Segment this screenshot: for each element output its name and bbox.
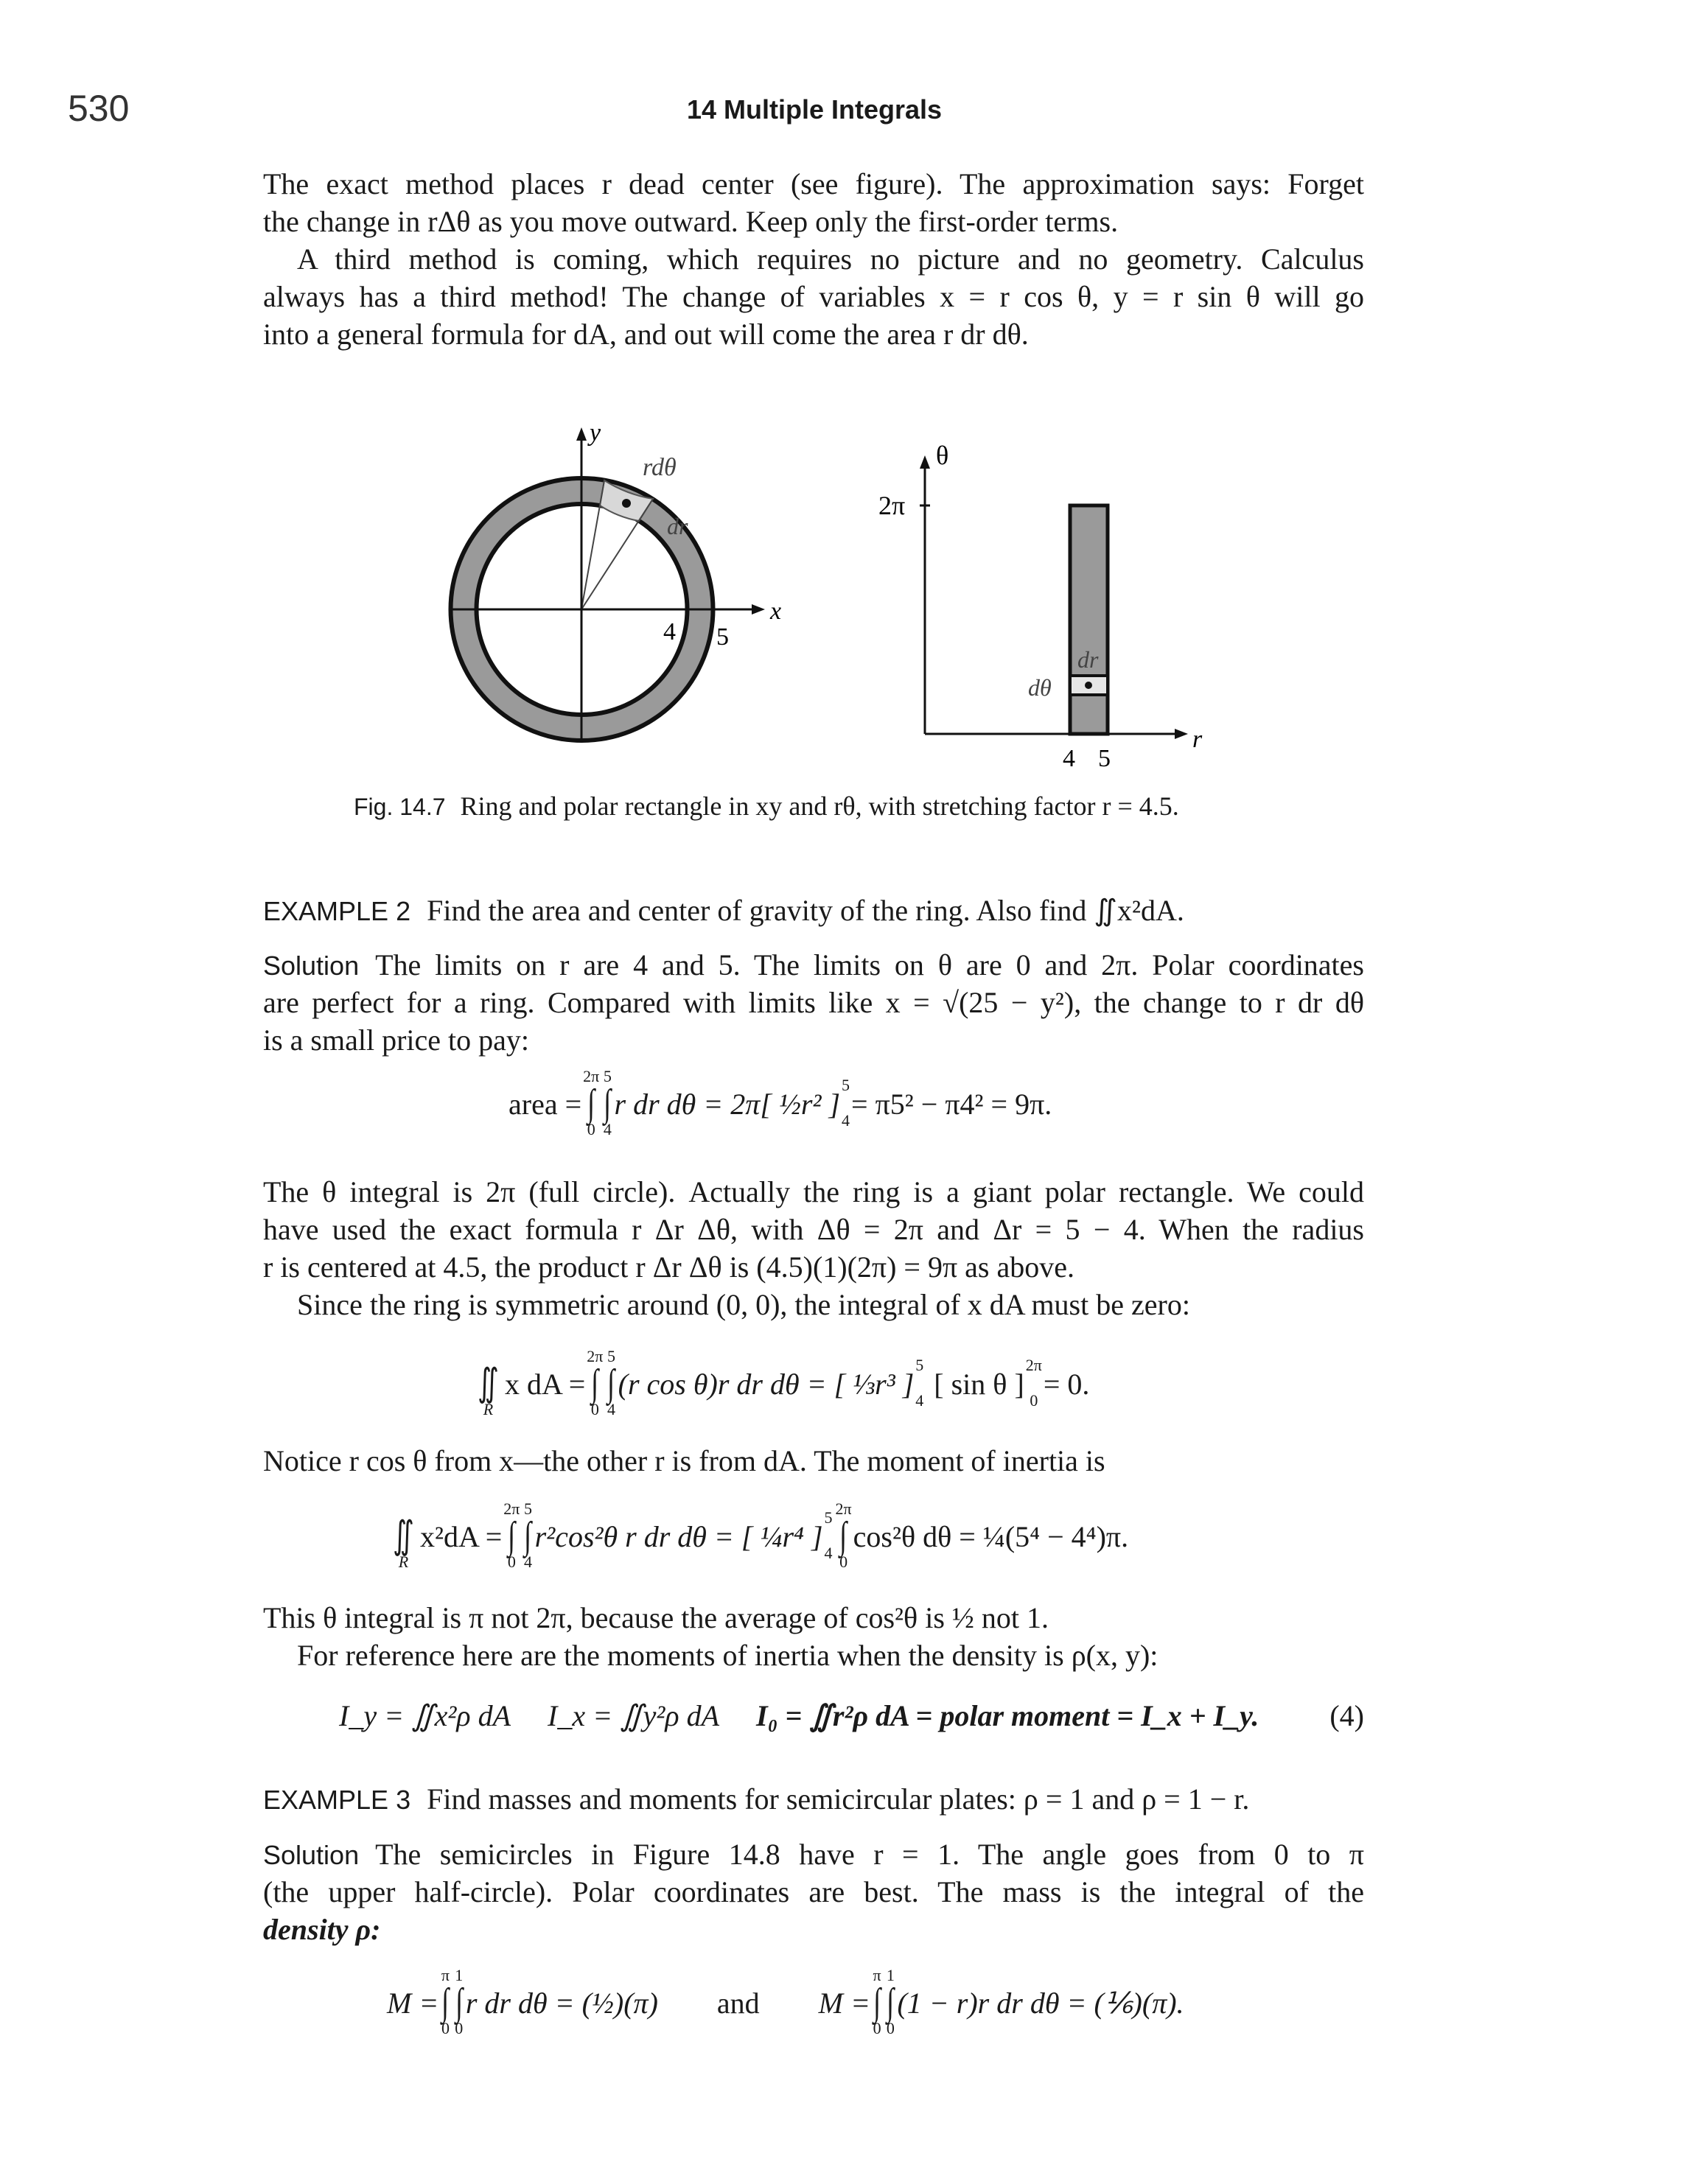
text-line: is a small price to pay:	[263, 1023, 530, 1057]
eq-text: (r cos θ)r dr dθ = [ ⅓r³ ]	[618, 1367, 915, 1401]
equation-4	[339, 1698, 1364, 1733]
center-dot	[1085, 682, 1092, 689]
text-line: Notice r cos θ from x—the other r is from dA. The moment of inertia is	[263, 1444, 1105, 1477]
text-line: are perfect for a ring. Compared with limits like x = √(25 − y²), the change to r dr dθ	[263, 986, 1364, 1019]
bracket-limits: 5 4	[824, 1508, 833, 1562]
solution-2	[263, 946, 1364, 1059]
tick-label-5: 5	[716, 623, 729, 651]
x-moment-equation	[472, 1348, 1089, 1419]
tick-label-4: 4	[1063, 745, 1075, 772]
eq-text: I₀ = ∬r²ρ dA = polar moment = I_x + I_y.	[756, 1699, 1259, 1732]
example-2	[263, 892, 1364, 930]
ring-diagram	[450, 419, 781, 743]
eq-text: area =	[508, 1087, 582, 1121]
text-line: have used the exact formula r Δr Δθ, with Δθ = 2π and Δr = 5 − 4. When the radius	[263, 1213, 1364, 1246]
eq-text: x dA =	[505, 1367, 586, 1401]
solution-label: Solution	[263, 1840, 360, 1870]
integral-sign: 2π ∫ 0	[587, 1347, 604, 1418]
figure-caption	[354, 791, 1179, 822]
caption-text: Ring and polar rectangle in xy and rθ, with stretching factor r = 4.5.	[460, 791, 1179, 821]
integral-sign: 2π ∫ 0	[835, 1499, 852, 1571]
text-line: The exact method places r dead center (see figure). The approximation says: Forget	[263, 167, 1364, 200]
theta-label: θ	[936, 441, 949, 470]
eq-text: [ sin θ ]	[934, 1367, 1024, 1401]
paragraph-6	[263, 1599, 1364, 1674]
solution-3	[263, 1835, 1364, 1948]
bracket-limits: 2π 0	[1025, 1356, 1042, 1410]
integral-sign: 2π ∫ 0	[503, 1499, 520, 1571]
inertia-equation	[387, 1501, 1128, 1572]
text-line: the change in rΔθ as you move outward. Keep only the first-order terms.	[263, 205, 1119, 238]
text-line: Since the ring is symmetric around (0, 0), the integral of x dA must be zero:	[297, 1288, 1190, 1321]
eq-text: I_x = ∬y²ρ dA	[548, 1699, 720, 1732]
figure-14-7	[0, 0, 1695, 788]
equation-number: (4)	[1329, 1699, 1364, 1732]
x-label: x	[770, 598, 782, 625]
text-line: into a general formula for dA, and out will come the area r dr dθ.	[263, 318, 1029, 351]
eq-text: r dr dθ = 2π[ ½r² ]	[614, 1087, 841, 1121]
integral-sign: 5 ∫ 4	[607, 1347, 616, 1418]
integral-sign: 5 ∫ 4	[603, 1067, 612, 1138]
example-3	[263, 1780, 1364, 1819]
arrow-icon	[576, 427, 587, 441]
eq-text: r²cos²θ r dr dθ = [ ¼r⁴ ]	[534, 1519, 823, 1553]
bracket-limits: 5 4	[842, 1076, 850, 1130]
tick-label-5: 5	[1098, 745, 1111, 772]
example-text: Find the area and center of gravity of the ring. Also find ∬x²dA.	[427, 894, 1184, 927]
eq-text: cos²θ dθ = ¼(5⁴ − 4⁴)π.	[853, 1519, 1129, 1553]
solution-label: Solution	[263, 951, 360, 981]
integral-sign: 1 ∫ 0	[455, 1966, 464, 2037]
eq-text: I_y = ∬x²ρ dA	[339, 1699, 511, 1732]
twopi-label: 2π	[878, 491, 906, 520]
ray	[581, 499, 653, 609]
text-line: The semicircles in Figure 14.8 have r = 1. The angle goes from 0 to π	[375, 1838, 1364, 1871]
example-label: EXAMPLE 3	[263, 1785, 411, 1815]
caption-label: Fig. 14.7	[354, 794, 446, 820]
eq-text: = π5² − π4² = 9π.	[851, 1087, 1052, 1121]
y-label: y	[590, 419, 601, 447]
arrow-icon	[1175, 729, 1188, 739]
text-line: For reference here are the moments of inertia when the density is ρ(x, y):	[297, 1639, 1158, 1672]
mass-equations	[387, 1967, 1184, 2038]
text-line: This θ integral is π not 2π, because the average of cos²θ is ½ not 1.	[263, 1601, 1049, 1634]
text-line: (the upper half-circle). Polar coordinates are best. The mass is the integral of the	[263, 1875, 1364, 1908]
eq-text: M =	[818, 1986, 870, 2020]
integral-sign: 1 ∫ 0	[886, 1966, 895, 2037]
center-dot	[622, 499, 631, 508]
chapter-header: 14 Multiple Integrals	[686, 94, 943, 125]
text-line: density ρ:	[263, 1913, 381, 1946]
arrow-icon	[752, 604, 765, 615]
eq-text: and	[716, 1986, 760, 2020]
integral-sign: π ∫ 0	[441, 1966, 450, 2037]
page-number: 530	[68, 88, 130, 129]
eq-text: r dr dθ = (½)(π)	[465, 1986, 658, 2020]
text-line: The limits on r are 4 and 5. The limits on θ are 0 and 2π. Polar coordinates	[375, 948, 1364, 981]
integral-sign: 2π ∫ 0	[583, 1067, 600, 1138]
polar-rectangle-diagram	[878, 441, 1203, 772]
dr-label: dr	[667, 513, 688, 539]
eq-text: M =	[387, 1986, 439, 2020]
paragraph-5	[263, 1442, 1364, 1480]
area-equation	[508, 1068, 1052, 1139]
eq-text: = 0.	[1043, 1367, 1090, 1401]
double-integral-sign: ∬ R	[478, 1362, 499, 1418]
eq-text: (1 − r)r dr dθ = (⅙)(π).	[897, 1986, 1184, 2020]
example-text: Find masses and moments for semicircular plates: ρ = 1 and ρ = 1 − r.	[427, 1782, 1250, 1816]
text-line: r is centered at 4.5, the product r Δr Δθ is (4.5)(1)(2π) = 9π as above.	[263, 1250, 1074, 1284]
text-line: The θ integral is 2π (full circle). Actually the ring is a giant polar rectangle. We could	[263, 1175, 1364, 1208]
rdtheta-label: rdθ	[643, 454, 677, 481]
polar-rectangle	[1070, 505, 1108, 734]
integral-sign: π ∫ 0	[873, 1966, 881, 2037]
text-line: always has a third method! The change of variables x = r cos θ, y = r sin θ will go	[263, 280, 1364, 313]
example-label: EXAMPLE 2	[263, 896, 411, 926]
double-integral-sign: ∬ R	[393, 1515, 414, 1571]
paragraph-3	[263, 1173, 1364, 1323]
r-label: r	[1192, 726, 1203, 753]
dr-label: dr	[1077, 646, 1099, 673]
integral-sign: 5 ∫ 4	[524, 1499, 532, 1571]
arrow-icon	[920, 455, 930, 469]
dtheta-label: dθ	[1028, 674, 1052, 701]
eq-text: x²dA =	[420, 1519, 503, 1553]
text-line: A third method is coming, which requires no picture and no geometry. Calculus	[297, 242, 1364, 276]
bracket-limits: 5 4	[915, 1356, 924, 1410]
tick-label-4: 4	[663, 618, 676, 645]
